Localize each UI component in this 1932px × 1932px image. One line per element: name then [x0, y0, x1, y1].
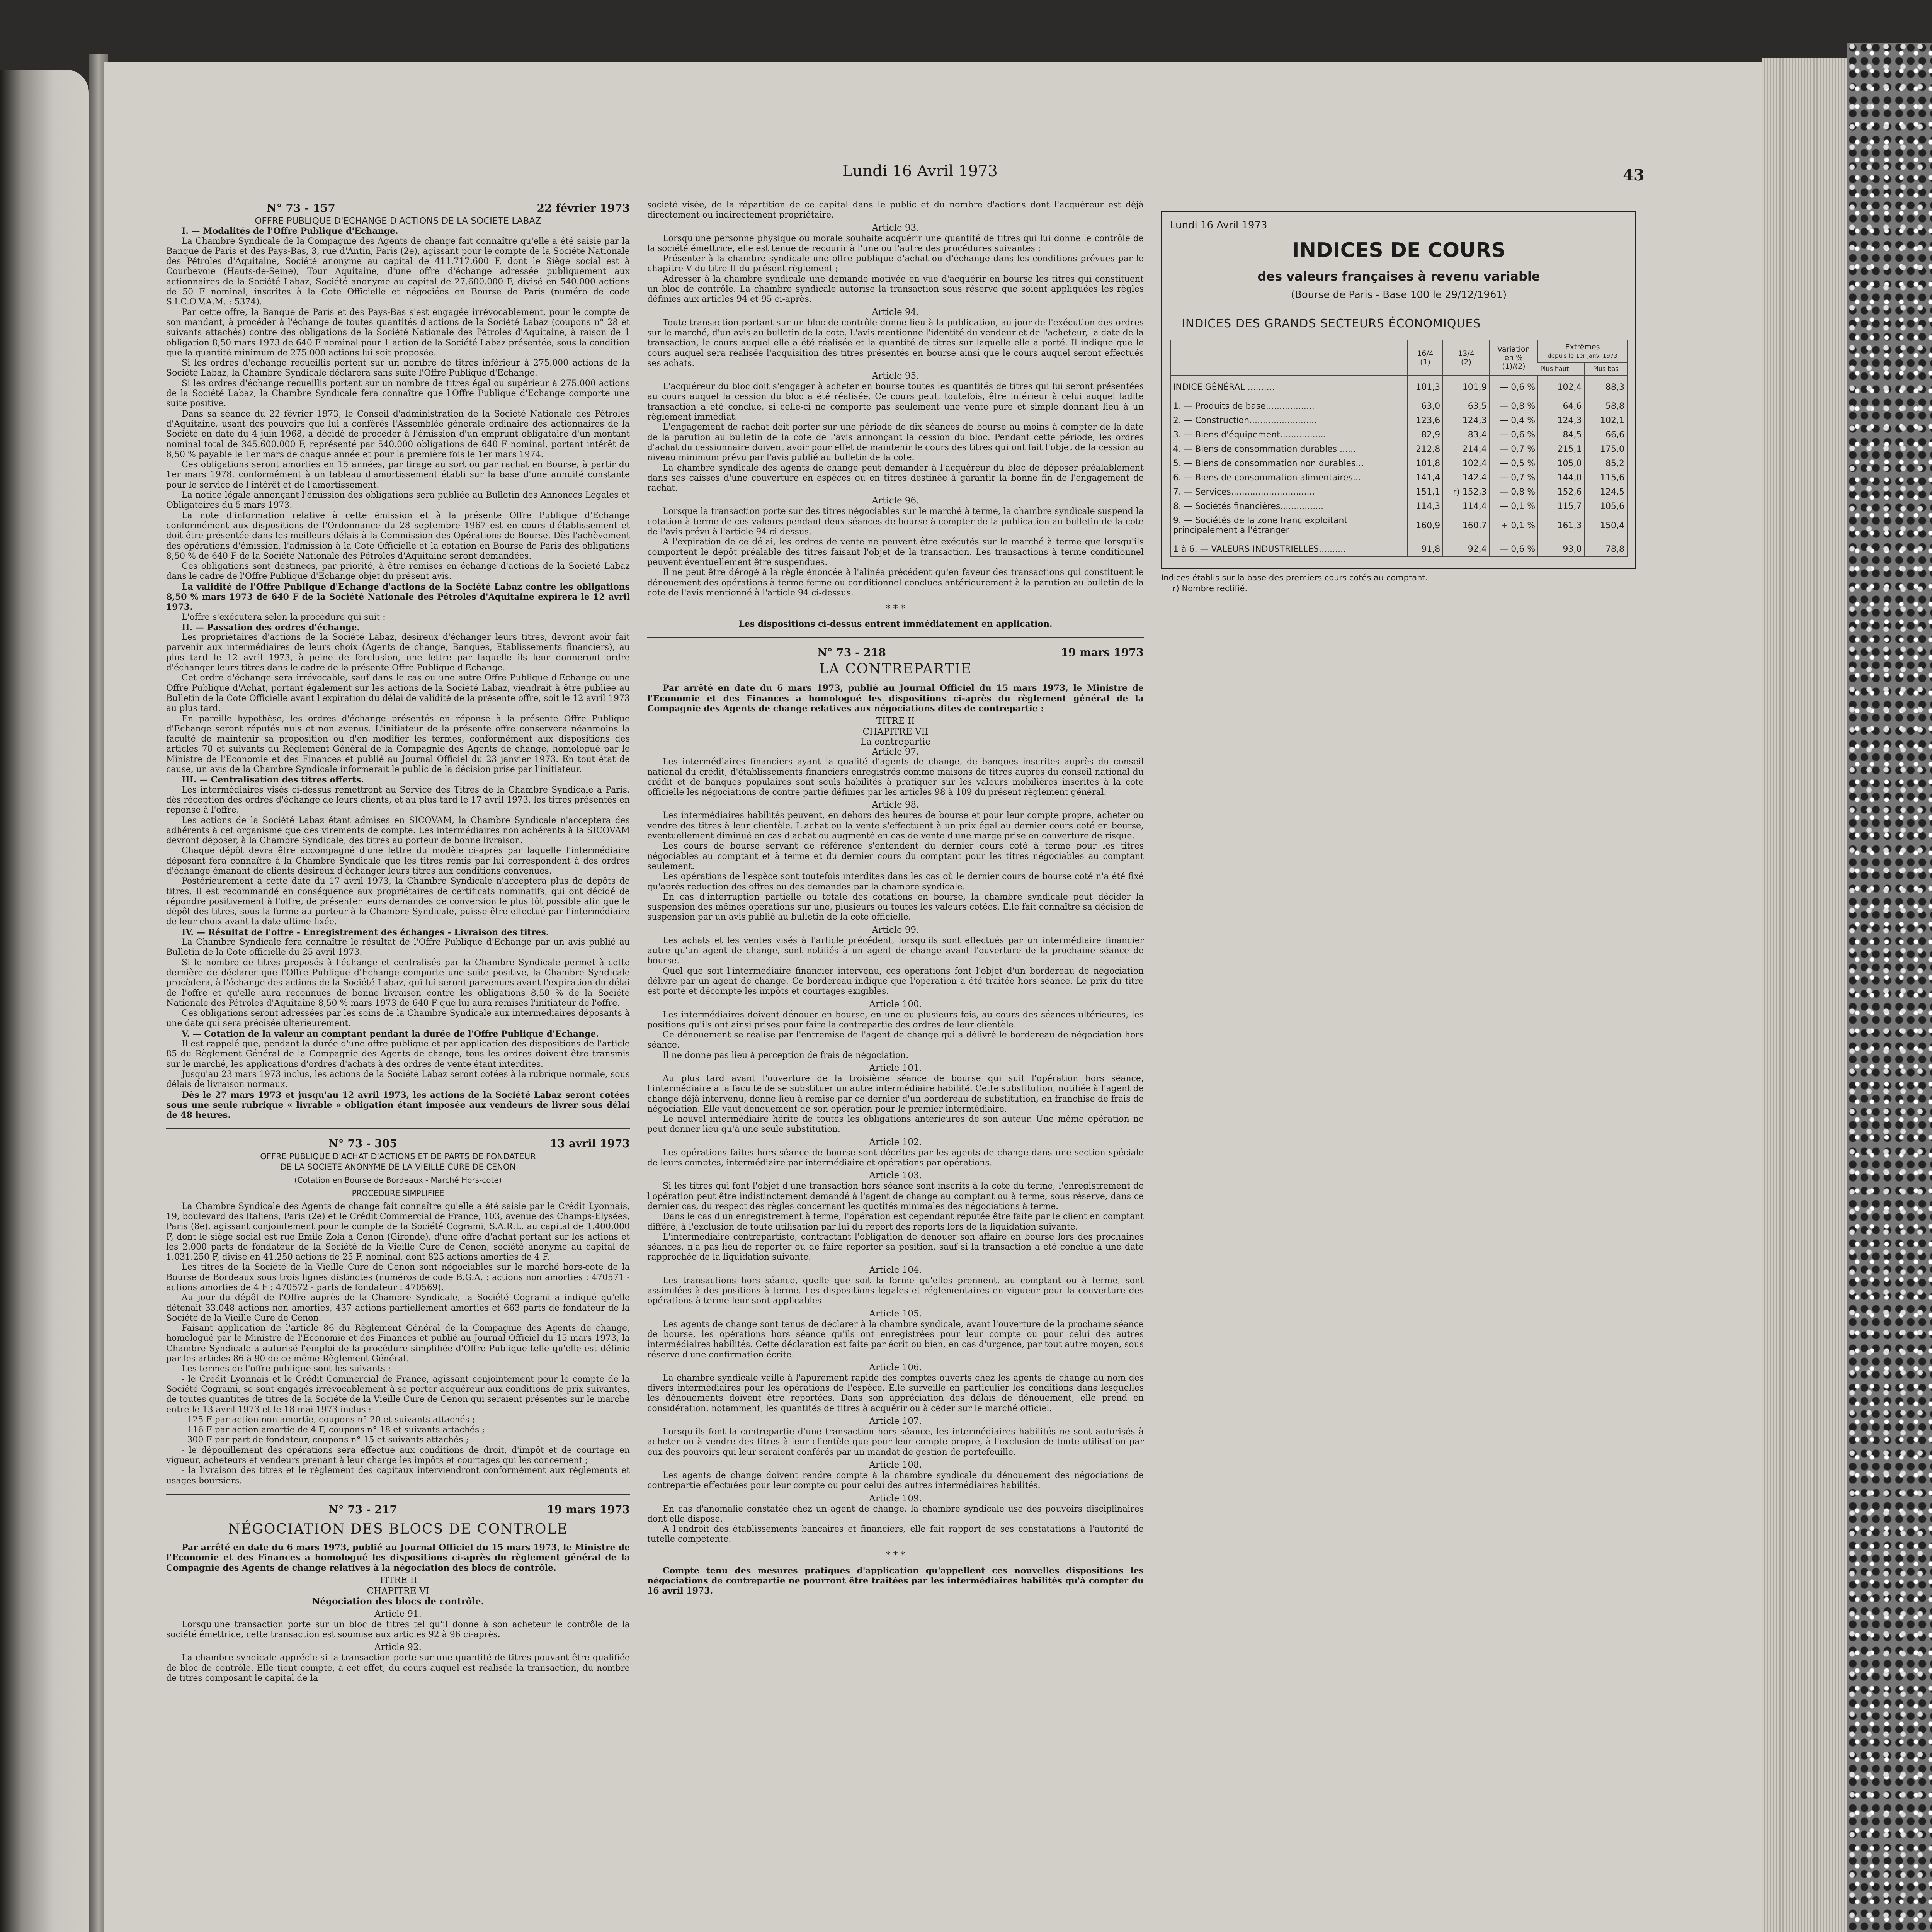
paragraph: Il ne peut être dérogé à la règle énoncée à l'alinéa précédent qu'en faveur des transactions qui constituent le dénouement des opérations à terme ferme ou conditionnel conclues antérieurement à la parution au bulletin de la cote de l'avis mentionné à l'article 94 ci-dessus.	[647, 568, 1144, 598]
indices-box	[1161, 211, 1636, 569]
indices-section-title: INDICES DES GRANDS SECTEURS ÉCONOMIQUES	[1182, 317, 1481, 330]
table-header	[1408, 340, 1443, 375]
paragraph: Dans sa séance du 22 février 1973, le Conseil d'administration de la Société Nationale des Pétroles d'Aquitaine, usant des pouvoirs que lui a conférés l'Assemblée générale ordinaire des actionnaires de la Société en date du 4 juin 1968, a décidé de procéder à l'émission d'un emprunt obligataire d'un montant nominal total de 345.600.000 F, représenté par 540.000 obligations de 640 F nominal, portant intérêt de 8,50 % payable le 1er mars de chaque année et pour la première fois le 1er mars 1974.	[166, 409, 630, 459]
value-low: 78,8	[1584, 537, 1627, 557]
paragraph: La note d'information relative à cette émission et à la présente Offre Publique d'Echange conformément aux dispositions de l'Ordonnance du 28 septembre 1967 est en cours d'établissement et doit être présentée dans les meilleurs délais à la Commission des Opérations de Bourse. Dès l'achèvement des opérations d'émission, l'admission à la Cote Officielle et la cotation en Bourse de Paris des obligations 8,50 % de 640 F de la Société Nationale des Pétroles d'Aquitaine seront demandées.	[166, 510, 630, 561]
table-header-row	[1170, 340, 1627, 362]
table-row	[1170, 395, 1627, 413]
paragraph: Si les titres qui font l'objet d'une transaction hors séance sont inscrits à la cote du terme, l'enregistrement de l'opération peut être indistinctement demandé à l'agent de change au comptant ou à terme, sous réserve, dans ce dernier cas, du respect des règles concernant les quotités minimales des négociations à terme.	[647, 1181, 1144, 1211]
divider	[166, 1128, 630, 1129]
chapitre-heading: CHAPITRE VII	[862, 727, 929, 737]
paragraph: En cas d'anomalie constatée chez un agent de change, la chambre syndicale use des pouvoirs disciplinaires dont elle dispose.	[647, 1504, 1144, 1524]
paragraph: En pareille hypothèse, les ordres d'échange présentés en réponse à la présente Offre Publique d'Echange seront réputés nuls et non avenus. L'initiateur de la présente offre conservera néanmoins la faculté de maintenir sa proposition ou d'en modifier les termes, conformément aux dispositions des articles 78 et suivants du Règlement Général de la Compagnie des Agents de change, homologué par le Ministre de l'Economie et des Finances et publié au Journal Officiel du 23 janvier 1973. En tout état de cause, un avis de la Chambre Syndicale informerait le public de la décision prise par l'initiateur.	[166, 714, 630, 775]
row-label: 1 à 6. — VALEURS INDUSTRIELLES..........	[1173, 544, 1346, 554]
value-13-4: 142,4	[1443, 471, 1489, 485]
paragraph: Par arrêté en date du 6 mars 1973, publié au Journal Officiel du 15 mars 1973, le Ministre de l'Economie et des Finances a homologué les dispositions ci-après du règlement général de la Compagnie des Agents de change relatives aux négociations dites de contrepartie :	[647, 683, 1144, 714]
value-16-4: 91,8	[1408, 537, 1443, 557]
paragraph: Les opérations de l'espèce sont toutefois interdites dans les cas où le dernier cours de bourse coté n'a été fixé qu'après réduction des offres ou des demandes par la chambre syndicale.	[647, 872, 1144, 892]
notice-heading	[166, 202, 630, 214]
paragraph: La Chambre Syndicale des Agents de change fait connaître qu'elle a été saisie par le Crédit Lyonnais, 19, boulevard des Italiens, Paris (2e) et le Crédit Commercial de France, 103, avenue des Champs-Elysées, Paris (8e), agissant conjointement pour le compte de la Société Cogrami, S.A.R.L. au capital de 1.400.000 F, dont le siège social est rue Emile Zola à Cenon (Gironde), d'une offre d'achat portant sur les actions et les 2.000 parts de fondateur de la Société de la Vieille Cure de Cenon, société anonyme au capital de 1.031.250 F, divisé en 41.250 actions de 25 F, nominal, dont 825 actions amorties de 4 F.	[166, 1201, 630, 1262]
paragraph: L'engagement de rachat doit porter sur une période de dix séances de bourse au moins à compter de la date de la parution au bulletin de la cote de l'avis annonçant la cession du bloc. Pendant cette période, les ordres d'achat du cessionnaire doivent avoir pour effet de maintenir le cours des titres qui ont fait l'objet de la cession au niveau minimum prévu par l'avis publié au bulletin de la cote.	[647, 422, 1144, 463]
paragraph: Lorsque la transaction porte sur des titres négociables sur le marché à terme, la chambre syndicale suspend la cotation à terme de ces valeurs pendant deux séances de bourse à compter de la publication au bulletin de la cote de l'avis prévu à l'article 94 ci-dessus.	[647, 507, 1144, 537]
table-row	[1170, 428, 1627, 442]
column-3	[1161, 211, 1636, 593]
value-13-4: 124,3	[1443, 413, 1489, 428]
column-2	[647, 200, 1144, 1596]
paragraph: Dans le cas d'un enregistrement à terme, l'opération est cependant réputée être faite par le client en comptant différé, à l'exclusion de toute utilisation par lui du report des reports lors de la liquidation suivante.	[647, 1212, 1144, 1232]
table-row	[1170, 375, 1627, 395]
table-row	[1170, 442, 1627, 456]
value-low: 58,8	[1584, 395, 1627, 413]
table-row	[1170, 485, 1627, 499]
article-heading: Article 101.	[869, 1063, 922, 1073]
paragraph: Les agents de change doivent rendre compte à la chambre syndicale du dénouement des négociations de contrepartie effectuées pour leur compte ou pour celui des autres intermédiaires habilités.	[647, 1470, 1144, 1491]
row-label: 4. — Biens de consommation durables ......	[1173, 444, 1356, 454]
value-16-4: 160,9	[1408, 514, 1443, 537]
row-label: 8. — Sociétés financières................	[1173, 502, 1324, 511]
article-heading: Article 94.	[872, 307, 919, 317]
page-number: 43	[1623, 166, 1645, 184]
paragraph: Les intermédiaires habilités peuvent, en dehors des heures de bourse et pour leur compte propre, acheter ou vendre des titres à leur clientèle. L'achat ou la vente s'effectuent à un prix égal au dernier cours coté en bourse, éventuellement diminué en cas d'achat ou augmenté en cas de vente d'une marge prise en couverture de risque.	[647, 811, 1144, 841]
notice-date: 19 mars 1973	[547, 1503, 630, 1516]
value-low: 175,0	[1584, 442, 1627, 456]
notice-date: 13 avril 1973	[550, 1137, 630, 1150]
paragraph: IV. — Résultat de l'offre - Enregistrement des échanges - Livraison des titres.	[182, 927, 549, 937]
paragraph: Ces obligations seront adressées par les soins de la Chambre Syndicale aux intermédiaires déposants à une date qui sera précisée ultérieurement.	[166, 1009, 630, 1029]
value-16-4: 101,3	[1408, 375, 1443, 395]
value-13-4: 92,4	[1443, 537, 1489, 557]
section-stars: * * *	[886, 604, 905, 614]
value-low: 88,3	[1584, 375, 1627, 395]
paragraph: Jusqu'au 23 mars 1973 inclus, les actions de la Société Labaz seront cotées à la rubrique normale, sous délais de livraison normaux.	[166, 1069, 630, 1090]
value-variation: + 0,1 %	[1490, 514, 1538, 537]
notice-body	[166, 1202, 630, 1486]
running-header-date: Lundi 16 Avril 1973	[842, 162, 998, 180]
row-label: 2. — Construction.........................	[1173, 416, 1317, 425]
value-13-4: r) 152,3	[1443, 485, 1489, 499]
table-header: Plus haut	[1538, 362, 1584, 375]
paragraph: société visée, de la répartition de ce capital dans le public et du nombre d'actions dont l'acquéreur est déjà directement ou indirectement propriétaire.	[647, 200, 1144, 220]
table-row	[1170, 456, 1627, 471]
value-16-4: 114,3	[1408, 499, 1443, 514]
value-16-4: 141,4	[1408, 471, 1443, 485]
value-high: 124,3	[1538, 413, 1584, 428]
paragraph: Dès le 27 mars 1973 et jusqu'au 12 avril 1973, les actions de la Société Labaz seront cotées sous une seule rubrique « livrable » obligation étant imposée aux vendeurs de livrer sous délai de 48 heures.	[166, 1090, 630, 1121]
paragraph: Présenter à la chambre syndicale une offre publique d'achat ou d'échange dans les conditions prévues par le chapitre V du titre II du présent règlement ;	[647, 254, 1144, 274]
table-header	[1538, 340, 1627, 362]
notice-title: LA CONTREPARTIE	[819, 661, 972, 677]
paragraph: Le nouvel intermédiaire hérite de toutes les obligations antérieures de son auteur. Une même opération ne peut donner lieu qu'à une seule substitution.	[647, 1114, 1144, 1134]
chapitre-title: Négociation des blocs de contrôle.	[312, 1596, 484, 1607]
notice-title: OFFRE PUBLIQUE D'ECHANGE D'ACTIONS DE LA SOCIETE LABAZ	[255, 216, 541, 226]
header-label: Variation	[1497, 345, 1530, 354]
header-label: (1)	[1420, 357, 1431, 366]
paragraph: II. — Passation des ordres d'échange.	[182, 622, 360, 633]
paragraph: I. — Modalités de l'Offre Publique d'Echange.	[182, 226, 398, 236]
paragraph: - la livraison des titres et le règlement des capitaux interviendront conformément aux règlements et usages boursiers.	[166, 1466, 630, 1486]
value-low: 124,5	[1584, 485, 1627, 499]
article-heading: Article 91.	[374, 1609, 422, 1619]
value-13-4: 101,9	[1443, 375, 1489, 395]
value-low: 85,2	[1584, 456, 1627, 471]
value-16-4: 82,9	[1408, 428, 1443, 442]
paragraph: Les cours de bourse servant de référence s'entendent du dernier cours coté à terme pour les titres négociables au comptant et à terme et du dernier cours du comptant pour les titres négociables au comptant seulement.	[647, 841, 1144, 871]
table-header	[1443, 340, 1489, 375]
marbled-cover-edge	[1847, 43, 1932, 1932]
paragraph: Les intermédiaires visés ci-dessus remettront au Service des Titres de la Chambre Syndicale à Paris, dès réception des ordres d'échange de leurs clients, et au plus tard le 17 avril 1973, les titres présentés en réponse à l'offre.	[166, 785, 630, 815]
table-row	[1170, 413, 1627, 428]
paragraph: La validité de l'Offre Publique d'Echange d'actions de la Société Labaz contre les obligations 8,50 % mars 1973 de 640 F de la Société Nationale des Pétroles d'Aquitaine expirera le 12 avril 1973.	[166, 582, 630, 612]
paragraph: Par cette offre, la Banque de Paris et des Pays-Bas s'est engagée irrévocablement, pour le compte de son mandant, à procéder à l'échange de toutes quantités d'actions de la Société Labaz (coupons n° 28 et suivants attachés) contre des obligations de la Société Nationale des Pétroles d'Aquitaine, à raison de 1 obligation 8,50 mars 1973 de 640 F nominal pour 1 action de la Société Labaz présentée, sous la condition que la quantité minimum de 275.000 actions lui soit proposée.	[166, 307, 630, 358]
value-variation: — 0,6 %	[1490, 428, 1538, 442]
row-label: 1. — Produits de base..................	[1173, 401, 1315, 411]
paragraph: Au jour du dépôt de l'Offre auprès de la Chambre Syndicale, la Société Cogrami a indiqué qu'elle détenait 33.048 actions non amorties, 437 actions partiellement amorties et 663 parts de fondateur de la Société de la Vieille Cure de Cenon.	[166, 1293, 630, 1323]
paragraph: Si le nombre de titres proposés à l'échange et centralisés par la Chambre Syndicale permet à cette dernière de déclarer que l'Offre Publique d'Echange comporte une suite positive, la Chambre Syndicale procèdera, à l'échange des actions de la Société Labaz, qui lui seront parvenues avant l'expiration du délai de l'offre et qu'elle aura reconnues de bonne livraison contre les obligations 8,50 % de la Société Nationale des Pétroles d'Aquitaine 8,50 % mars 1973 de 640 F que lui aura remises l'initiateur de l'offre.	[166, 957, 630, 1008]
notice-date: 22 février 1973	[537, 202, 630, 214]
value-variation: — 0,7 %	[1490, 442, 1538, 456]
indices-table	[1170, 340, 1628, 557]
divider	[647, 637, 1144, 638]
paragraph: Lorsqu'une personne physique ou morale souhaite acquérir une quantité de titres qui lui donne le contrôle de la société émettrice, elle est tenue de recourir à l'une ou l'autre des procédures suivantes :	[647, 233, 1144, 253]
article-heading: Article 97.	[872, 747, 919, 757]
article-heading: Article 102.	[869, 1137, 922, 1147]
paragraph: Lorsqu'une transaction porte sur un bloc de titres tel qu'il donne à son acheteur le contrôle de la société émettrice, cette transaction est soumise aux articles 92 à 96 ci-après.	[166, 1619, 630, 1640]
article-heading: Article 95.	[872, 371, 919, 381]
paragraph: Ce dénouement se réalise par l'entremise de l'agent de change qui a délivré le bordereau de négociation hors séance.	[647, 1030, 1144, 1050]
notice-title: DE LA SOCIETE ANONYME DE LA VIEILLE CURE DE CENON	[280, 1162, 516, 1172]
header-label: en %	[1504, 353, 1523, 362]
value-high: 102,4	[1538, 375, 1584, 395]
paragraph: - le Crédit Lyonnais et le Crédit Commercial de France, agissant conjointement pour le compte de la Société Cogrami, se sont engagés irrévocablement à se porter acquéreur aux conditions de prix suivantes, de toutes quantités de titres de la Société de la Vieille Cure de Cenon qui seraient présentés sur le marché entre le 13 avril 1973 et le 18 mai 1973 inclus :	[166, 1374, 630, 1415]
value-16-4: 151,1	[1408, 485, 1443, 499]
procedure-label: PROCEDURE SIMPLIFIEE	[352, 1189, 444, 1198]
article-heading: Article 100.	[869, 999, 922, 1009]
indices-title: INDICES DE COURS	[1292, 239, 1506, 262]
value-low: 150,4	[1584, 514, 1627, 537]
table-footnote: Indices établis sur la base des premiers cours cotés au comptant.	[1161, 573, 1428, 582]
chapitre-title: La contrepartie	[860, 737, 931, 747]
paragraph: - 125 F par action non amortie, coupons n° 20 et suivants attachés ;	[182, 1415, 475, 1425]
row-label: 6. — Biens de consommation alimentaires...	[1173, 473, 1361, 483]
article-heading: Article 108.	[869, 1459, 922, 1470]
paragraph: A l'expiration de ce délai, les ordres de vente ne peuvent être exécutés sur le marché à terme que lorsqu'ils comportent le dépôt préalable des titres faisant l'objet de la transaction. Les transactions à terme conditionnel peuvent éventuellement être suspendues.	[647, 537, 1144, 567]
section-stars: * * *	[886, 1550, 905, 1560]
closing-note: Les dispositions ci-dessus entrent immédiatement en application.	[738, 619, 1053, 629]
paragraph: La chambre syndicale apprécie si la transaction porte sur une quantité de titres pouvant être qualifiée de bloc de contrôle. Elle tient compte, à cet effet, du cours auquel est réalisée la transaction, du nombre de titres composant le capital de la	[166, 1653, 630, 1683]
paragraph: Cet ordre d'échange sera irrévocable, sauf dans le cas ou une autre Offre Publique d'Echange ou une Offre Publique d'Achat, portant également sur les actions de la Société Labaz, viendrait à être publiée au Bulletin de la Cote Officielle avant l'expiration du délai de validité de la présente offre, soit le 12 avril 1973 au plus tard.	[166, 673, 630, 714]
paragraph: La Chambre Syndicale fera connaître le résultat de l'Offre Publique d'Echange par un avis publié au Bulletin de la Cote officielle du 25 avril 1973.	[166, 937, 630, 957]
paragraph: L'acquéreur du bloc doit s'engager à acheter en bourse toutes les quantités de titres qui lui seront présentées au cours auquel la cession du bloc a été réalisée. Ce cours peut, toutefois, être inférieur à celui auquel ladite transaction a été conclue, si celle-ci ne comporte pas seulement une vente pure et simple donnant lieu à un règlement immédiat.	[647, 382, 1144, 422]
notice-body	[166, 226, 630, 1120]
paragraph: Ces obligations sont destinées, par priorité, à être remises en échange d'actions de la Société Labaz dans le cadre de l'Offre Publique d'Echange objet du présent avis.	[166, 561, 630, 582]
value-16-4: 123,6	[1408, 413, 1443, 428]
value-variation: — 0,8 %	[1490, 485, 1538, 499]
row-label: INDICE GÉNÉRAL ..........	[1173, 383, 1275, 392]
value-high: 105,0	[1538, 456, 1584, 471]
value-variation: — 0,5 %	[1490, 456, 1538, 471]
row-label: 9. — Sociétés de la zone franc exploitant principalement à l'étranger	[1173, 516, 1348, 535]
paragraph: Les intermédiaires doivent dénouer en bourse, en une ou plusieurs fois, au cours des séances ultérieures, les positions qu'ils ont ainsi prises pour faire la contrepartie des ordres de leur clientèle.	[647, 1010, 1144, 1030]
value-high: 115,7	[1538, 499, 1584, 514]
value-high: 144,0	[1538, 471, 1584, 485]
table-row	[1170, 537, 1627, 557]
paragraph: La notice légale annonçant l'émission des obligations sera publiée au Bulletin des Annonces Légales et Obligatoires du 5 mars 1973.	[166, 490, 630, 510]
indices-base: (Bourse de Paris - Base 100 le 29/12/1961)	[1291, 289, 1507, 301]
header-label: 16/4	[1417, 349, 1434, 358]
article-heading: Article 98.	[872, 800, 919, 810]
value-variation: — 0,6 %	[1490, 375, 1538, 395]
table-row	[1170, 499, 1627, 514]
table-header: Plus bas	[1584, 362, 1627, 375]
paragraph: Les termes de l'offre publique sont les suivants :	[182, 1364, 391, 1374]
notice-number: N° 73 - 305	[328, 1137, 397, 1150]
paragraph: Lorsqu'ils font la contrepartie d'une transaction hors séance, les intermédiaires habilités ne sont autorisés à acheter ou à vendre des titres à leur clientèle que pour leur compte propre, à l'exclusion de toute utilisation par eux des pouvoirs qui leur seraient conférés par un mandat de gestion de portefeuille.	[647, 1427, 1144, 1457]
paragraph: Postérieurement à cette date du 17 avril 1973, la Chambre Syndicale n'acceptera plus de dépôts de titres. Il est recommandé en conséquence aux propriétaires de certificats nominatifs, qui ont décidé de répondre positivement à l'offre, de présenter leurs demandes de conversion le plus tôt possible afin que le dépôt des titres, sous la forme au porteur à la Chambre Syndicale, puisse être effectué par l'intermédiaire de leur choix avant la date ultime fixée.	[166, 876, 630, 927]
paragraph: L'offre s'exécutera selon la procédure qui suit :	[182, 612, 386, 622]
article-heading: Article 104.	[869, 1265, 922, 1275]
table-row	[1170, 514, 1627, 537]
header-label: depuis le 1er janv. 1973	[1548, 352, 1617, 359]
article-heading: Article 105.	[869, 1308, 922, 1319]
value-variation: — 0,7 %	[1490, 471, 1538, 485]
paragraph: Les achats et les ventes visés à l'article précédent, lorsqu'ils sont effectués par un intermédiaire financier autre qu'un agent de change, sont notifiés à un agent de change avant l'ouverture de la prochaine séance de bourse.	[647, 935, 1144, 966]
notice-heading	[166, 1137, 630, 1150]
notice-title: OFFRE PUBLIQUE D'ACHAT D'ACTIONS ET DE PARTS DE FONDATEUR	[260, 1152, 536, 1162]
notice-subtitle: (Cotation en Bourse de Bordeaux - Marché Hors-cote)	[294, 1175, 502, 1185]
paragraph: Toute transaction portant sur un bloc de contrôle donne lieu à la publication, au jour de l'exécution des ordres sur le marché, d'un avis au bulletin de la cote. L'avis mentionne l'identité du vendeur et de l'acheteur, la date de la transaction, le cours auquel elle a été réalisée et la quantité de titres sur laquelle elle a porté. Il indique que le cours auquel sera réalisée l'acquisition des titres présentés en bourse ainsi que le cours auquel seront effectués ses achats.	[647, 318, 1144, 368]
notice-heading	[647, 646, 1144, 659]
article-heading: Article 103.	[869, 1170, 922, 1181]
column-1	[166, 200, 630, 1684]
notice-title: NÉGOCIATION DES BLOCS DE CONTROLE	[228, 1521, 568, 1537]
notice-date: 19 mars 1973	[1061, 646, 1144, 659]
value-13-4: 214,4	[1443, 442, 1489, 456]
divider	[166, 1494, 630, 1495]
row-label: 3. — Biens d'équipement.................	[1173, 430, 1326, 440]
value-variation: — 0,1 %	[1490, 499, 1538, 514]
paragraph: - le dépouillement des opérations sera effectué aux conditions de droit, d'impôt et de courtage en vigueur, acheteurs et vendeurs prenant à leur charge les impôts et courtages qui les concernent ;	[166, 1445, 630, 1466]
paragraph: A l'endroit des établissements bancaires et financiers, elle fait rapport de ses constatations à l'autorité de tutelle compétente.	[647, 1524, 1144, 1544]
value-low: 102,1	[1584, 413, 1627, 428]
article-heading: Article 109.	[869, 1493, 922, 1503]
header-label: Extrêmes	[1565, 343, 1600, 351]
value-high: 93,0	[1538, 537, 1584, 557]
paragraph: Il ne donne pas lieu à perception de frais de négociation.	[663, 1050, 909, 1060]
value-variation: — 0,4 %	[1490, 413, 1538, 428]
value-13-4: 102,4	[1443, 456, 1489, 471]
titre-heading: TITRE II	[876, 716, 915, 726]
paragraph: Faisant application de l'article 86 du Règlement Général de la Compagnie des Agents de change, homologué par le Ministre de l'Economie et des Finances et publié au Journal Officiel du 15 mars 1973, la Chambre Syndicale a autorisé l'emploi de la procédure simplifiée d'Offre Publique telle qu'elle est définie par les articles 86 à 90 de ce même Règlement Général.	[166, 1323, 630, 1364]
paragraph: Les opérations faites hors séance de bourse sont décrites par les agents de change dans une section spéciale de leurs comptes, intermédiaire par intermédiaire et opérations par opérations.	[647, 1148, 1144, 1168]
notice-number: N° 73 - 218	[817, 646, 886, 659]
left-page-edge	[0, 70, 89, 1932]
paragraph: Si les ordres d'échange recueillis portent sur un nombre de titres égal ou supérieur à 275.000 actions de la Société Labaz, la Chambre Syndicale fera connaître que l'Offre Publique d'Echange comporte une suite positive.	[166, 378, 630, 409]
value-variation: — 0,8 %	[1490, 395, 1538, 413]
page-stack-edge	[1762, 58, 1847, 1932]
paragraph: L'intermédiaire contrepartiste, contractant l'obligation de dénouer son affaire en bourse lors des prochaines séances, n'a pas lieu de reporter ou de faire reporter sa position, sauf si la transaction a été conclue à une date rapprochée de la liquidation suivante.	[647, 1232, 1144, 1262]
paragraph: III. — Centralisation des titres offerts.	[182, 775, 364, 785]
row-label: 7. — Services...............................	[1173, 487, 1315, 497]
paragraph: Les propriétaires d'actions de la Société Labaz, désireux d'échanger leurs titres, devront avoir fait parvenir aux intermédiaires de leurs choix (Agents de change, Banques, Etablissements financiers), au plus tard le 12 avril 1973, à peine de forclusion, une lettre par laquelle ils leur donneront ordre d'échanger leurs titres dans le cadre de la présente Offre Publique d'Echange.	[166, 633, 630, 673]
value-high: 161,3	[1538, 514, 1584, 537]
header-label: (2)	[1461, 357, 1471, 366]
article-heading: Article 96.	[872, 496, 919, 506]
paragraph: Les intermédiaires financiers ayant la qualité d'agents de change, de banques inscrites auprès du conseil national du crédit, d'établissements financiers enregistrés comme maisons de titres auprès du conseil national du crédit et de banques populaires sont seuls habilités à pratiquer sur les valeurs mobilières inscrites à la cote officielle les négociations de contre partie définies par les articles 98 à 109 du présent règlement général.	[647, 757, 1144, 798]
notice-number: N° 73 - 217	[328, 1503, 397, 1516]
value-high: 84,5	[1538, 428, 1584, 442]
value-13-4: 114,4	[1443, 499, 1489, 514]
header-label: 13/4	[1458, 349, 1475, 358]
row-label: 5. — Biens de consommation non durables...	[1173, 459, 1364, 468]
article-heading: Article 92.	[374, 1642, 422, 1653]
paragraph: En cas d'interruption partielle ou totale des cotations en bourse, la chambre syndicale peut décider la suspension des mêmes opérations sur une, plusieurs ou toutes les valeurs cotées. Elle fait connaître sa décision de suspension par un avis publié au bulletin de la cote officielle.	[647, 892, 1144, 922]
paragraph: La Chambre Syndicale de la Compagnie des Agents de change fait connaître qu'elle a été saisie par la Banque de Paris et des Pays-Bas, 3, rue d'Antin, Paris (2e), agissant pour le compte de la Société Nationale des Pétroles d'Aquitaine, Société anonyme au capital de 411.717.600 F, dont le Siège social est à Courbevoie (Hauts-de-Seine), Tour Aquitaine, d'une offre d'échange adressée publiquement aux actionnaires de la Société Labaz, Société anonyme au capital de 27.600.000 F, divisé en 540.000 actions de 50 F nominal, inscrites à la Cote Officielle et négociées en Bourse de Paris (numéro de code S.I.C.O.V.A.M. : 5374).	[166, 236, 630, 307]
table-footnote: r) Nombre rectifié.	[1173, 584, 1248, 593]
chapitre-heading: CHAPITRE VI	[367, 1586, 429, 1596]
paragraph: Si les ordres d'échange recueillis portent sur un nombre de titres inférieur à 275.000 actions de la Société Labaz, la Chambre Syndicale déclarera sans suite l'Offre Publique d'Echange.	[166, 358, 630, 378]
table-row	[1170, 471, 1627, 485]
value-13-4: 160,7	[1443, 514, 1489, 537]
value-13-4: 83,4	[1443, 428, 1489, 442]
indices-subtitle: des valeurs françaises à revenu variable	[1257, 269, 1540, 284]
value-low: 66,6	[1584, 428, 1627, 442]
notice-heading	[166, 1503, 630, 1516]
paragraph: La chambre syndicale des agents de change peut demander à l'acquéreur du bloc de déposer préalablement dans ses caisses d'une couverture en espèces ou en titres destinée à garantir la bonne fin de l'engagement de rachat.	[647, 463, 1144, 493]
value-16-4: 101,8	[1408, 456, 1443, 471]
notice-number: N° 73 - 157	[267, 202, 335, 214]
paragraph: Au plus tard avant l'ouverture de la troisième séance de bourse qui suit l'opération hors séance, l'intermédiaire a la faculté de se substituer un autre intermédiaire habilité. Cette substitution, notifiée à l'agent de change déjà intervenu, donne lieu à remise par ce dernier d'un bordereau de substitution, en franchise de frais de négociation. Elle vaut dénouement de son opération pour le premier intermédiaire.	[647, 1074, 1144, 1114]
value-low: 105,6	[1584, 499, 1627, 514]
paragraph: V. — Cotation de la valeur au comptant pendant la durée de l'Offre Publique d'Echange.	[182, 1029, 599, 1039]
header-label: (1)/(2)	[1502, 362, 1526, 371]
paragraph: Quel que soit l'intermédiaire financier intervenu, ces opérations font l'objet d'un bordereau de négociation délivré par un agent de change. Ce bordereau indique que l'opération a été traitée hors séance. Le prix du titre est porté et décompte les impôts et courtages exigibles.	[647, 966, 1144, 997]
paragraph: Les transactions hors séance, quelle que soit la forme qu'elles prennent, au comptant ou à terme, sont assimilées à des positions à terme. Les dispositions légales et réglementaires en vigueur pour la couverture des opérations à terme leur sont applicables.	[647, 1276, 1144, 1306]
value-variation: — 0,6 %	[1490, 537, 1538, 557]
paragraph: Adresser à la chambre syndicale une demande motivée en vue d'acquérir en bourse les titres qui constituent un bloc de contrôle. La chambre syndicale autorise la transaction sous réserve que soient appliquées les règles définies aux articles 94 et 95 ci-après.	[647, 274, 1144, 304]
paragraph: Chaque dépôt devra être accompagné d'une lettre du modèle ci-après par laquelle l'intermédiaire déposant fera connaître à la Chambre Syndicale que les titres remis par lui correspondent à des ordres d'échange émanant de clients désireux d'échanger leurs titres aux conditions convenues.	[166, 846, 630, 876]
article-heading: Article 93.	[872, 223, 919, 233]
paragraph: - 300 F par part de fondateur, coupons n° 15 et suivants attachés ;	[182, 1435, 469, 1445]
value-16-4: 212,8	[1408, 442, 1443, 456]
article-heading: Article 106.	[869, 1362, 922, 1372]
paragraph: - 116 F par action amortie de 4 F, coupons n° 18 et suivants attachés ;	[182, 1425, 485, 1435]
paragraph: Les titres de la Société de la Vieille Cure de Cenon sont négociables sur le marché hors-cote de la Bourse de Bordeaux sous trois lignes distinctes (numéros de code B.G.A. : actions non amorties : 470571 - actions amorties de 4 F : 470572 - parts de fondateur : 470569).	[166, 1262, 630, 1293]
value-low: 115,6	[1584, 471, 1627, 485]
article-heading: Article 99.	[872, 925, 919, 935]
paragraph: Il est rappelé que, pendant la durée d'une offre publique et par application des dispositions de l'article 85 du Règlement Général de la Compagnie des Agents de change, tous les ordres doivent être transmis sur le marché, les applications d'ordres d'achats à des ordres de vente étant interdites.	[166, 1039, 630, 1069]
titre-heading: TITRE II	[379, 1575, 417, 1585]
indices-date: Lundi 16 Avril 1973	[1170, 219, 1267, 231]
paragraph: Les agents de change sont tenus de déclarer à la chambre syndicale, avant l'ouverture de la prochaine séance de bourse, les opérations hors séance qu'ils ont enregistrées pour leur compte ou pour celui des autres intermédiaires habilités. Cette déclaration est faite par écrit ou bien, en cas d'urgence, par tout autre moyen, sous réserve d'une confirmation écrite.	[647, 1319, 1144, 1360]
paragraph: Les actions de la Société Labaz étant admises en SICOVAM, la Chambre Syndicale n'acceptera des adhérents à cet organisme que des virements de compte. Les intermédiaires non adhérents à la SICOVAM devront déposer, à la Chambre Syndicale, des titres au porteur de bonne livraison.	[166, 815, 630, 846]
table-header	[1490, 340, 1538, 375]
paragraph: Ces obligations seront amorties en 15 années, par tirage au sort ou par rachat en Bourse, à partir du 1er mars 1978, conformément à un tableau d'amortissement établi sur la base d'une annuité constante pour le service de l'intérêt et de l'amortissement.	[166, 460, 630, 490]
value-13-4: 63,5	[1443, 395, 1489, 413]
value-16-4: 63,0	[1408, 395, 1443, 413]
value-high: 215,1	[1538, 442, 1584, 456]
paragraph: La chambre syndicale veille à l'apurement rapide des comptes ouverts chez les agents de change au nom des divers intermédiaires pour les opérations de l'espèce. Elle surveille en particulier les conditions dans lesquelles les dénouements doivent être reportées. Dans son appréciation des délais de dénouement, elle prend en considération, notamment, les quantités de titres à acquérir ou à céder sur le marché officiel.	[647, 1373, 1144, 1413]
paragraph: Par arrêté en date du 6 mars 1973, publié au Journal Officiel du 15 mars 1973, le Ministre de l'Economie et des Finances a homologué les dispositions ci-après du règlement général de la Compagnie des Agents de change relatives à la négociation des blocs de contrôle.	[166, 1542, 630, 1573]
value-high: 64,6	[1538, 395, 1584, 413]
article-heading: Article 107.	[869, 1416, 922, 1427]
value-high: 152,6	[1538, 485, 1584, 499]
table-header	[1170, 340, 1408, 375]
closing-note: Compte tenu des mesures pratiques d'application qu'appellent ces nouvelles dispositions les négociations de contrepartie ne pourront être traitées par les intermédiaires habilités qu'à compter du 16 avril 1973.	[647, 1565, 1144, 1596]
